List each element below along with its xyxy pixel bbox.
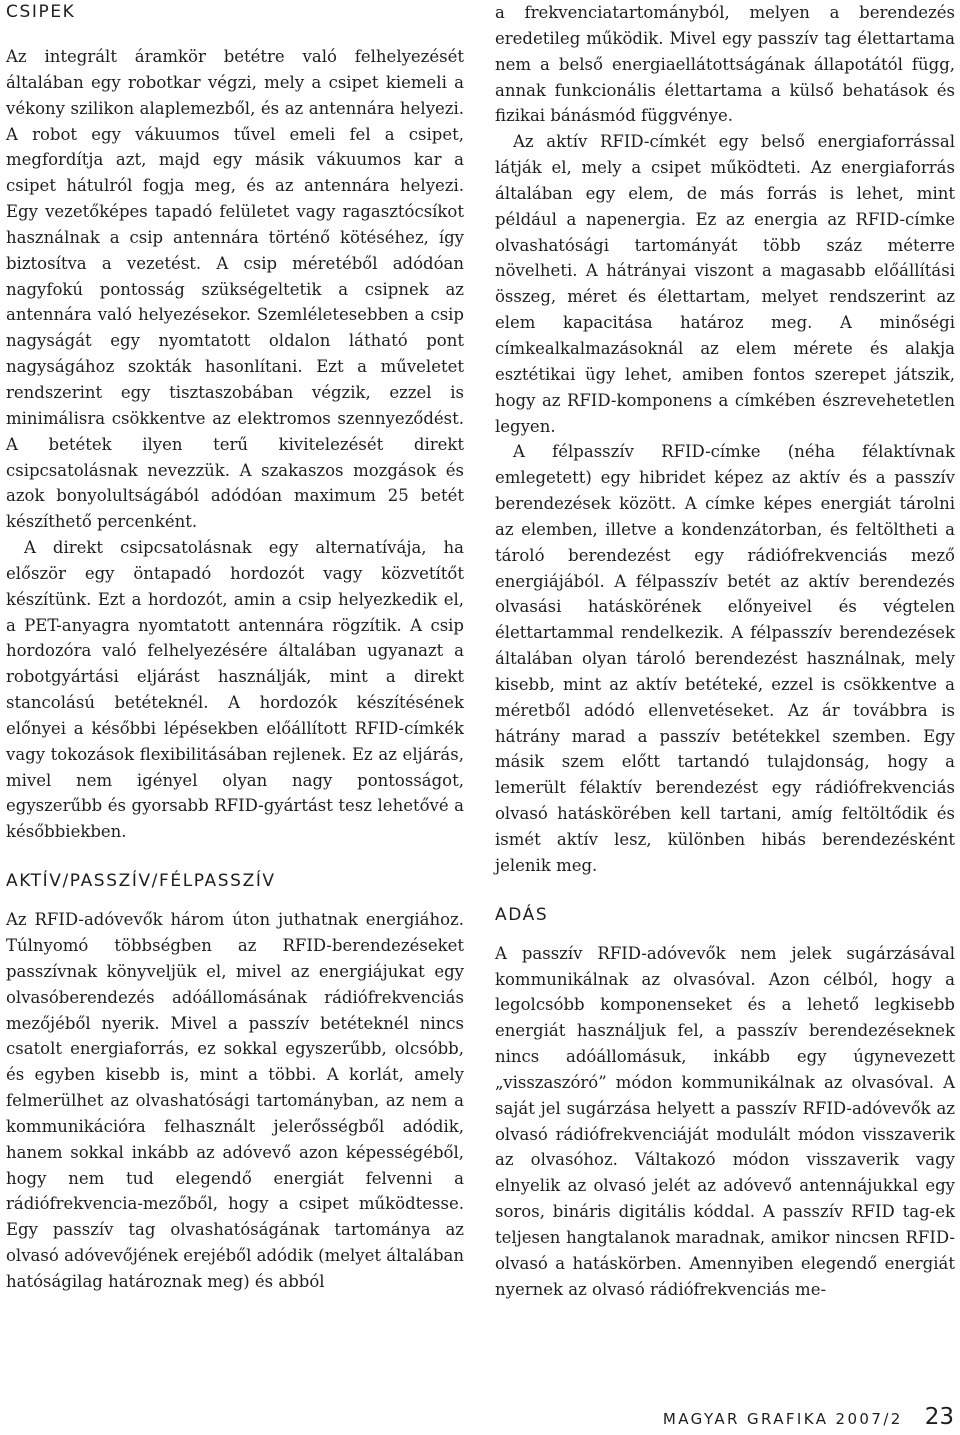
section-heading-csipek: CSIPEK bbox=[6, 2, 76, 22]
right-column bbox=[495, 0, 955, 1303]
section-heading-adas: ADÁS bbox=[495, 904, 549, 925]
paragraph: A passzív RFID-adóvevők nem jelek sugárzásával kommunikálnak az olvasóval. Azon célból, hogy a legolcsóbb komponenseket és a lehető legkisebb energiát használjuk fel, a passzív berendezéseknek nincs adóállomásuk, inkább egy úgynevezett „visszaszóró” módon kommunikálnak az olvasóval. A saját jel sugárzása helyett a passzív RFID-adóvevők az olvasó rádiófrekvenciáját modulált módon visszaverik az olvasóhoz. Váltakozó módon visszaverik vagy elnyelik az olvasó jelét az adóvevő antennájukkal egy soros, bináris digitális kóddal. A passzív RFID tag-ek teljesen hangtalanok maradnak, amikor nincsen RFID-olvasó a hatáskörben. Amennyiben elegendő energiát nyernek az olvasó rádiófrekvenciás me- bbox=[495, 943, 955, 1299]
publication-title: MAGYAR GRAFIKA 2007/2 bbox=[662, 1410, 903, 1428]
page-footer bbox=[663, 1404, 954, 1430]
section-heading-aktiv-passziv: AKTÍV/PASSZÍV/FÉLPASSZÍV bbox=[6, 871, 276, 892]
paragraph: a frekvenciatartományból, melyen a berendezés eredetileg működik. Mivel egy passzív tag élettartama nem a belső energiaellátottságának állapotától függ, annak funkcionális élettartama a külső behatások és fizikai bánásmód függvénye. bbox=[495, 3, 955, 126]
paragraph: Az RFID-adóvevők három úton juthatnak energiához. Túlnyomó többségben az RFID-berendezéseket passzívnak könyveljük el, mivel az energiájukat egy olvasóberendezés adóállomásának rádiófrekvenciás mezőjéből nyerik. Mivel a passzív betéteknél nincs csatolt energiaforrás, ez sokkal egyszerűbb, olcsóbb, és egyben kisebb is, mint a többi. A korlát, amely felmerülhet az olvashatósági tartományban, az nem a kommunikációra felhasznált jelerősségből adódik, hanem sokkal inkább az adóvevő azon képességéből, hogy nem tud elegendő energiát felvenni a rádiófrekvencia-mezőből, hogy a csipet működtesse. Egy passzív tag olvashatóságának tartománya az olvasó adóvevőjének erejéből adódik (melyet általában hatóságilag határoznak meg) és abból bbox=[6, 910, 464, 1291]
page-number: 23 bbox=[924, 1404, 954, 1430]
paragraph: A direkt csipcsatolásnak egy alternatívája, ha először egy öntapadó hordozót vagy közvetítőt készítünk. Ezt a hordozót, amin a csip helyezkedik el, a PET-anyagra nyomtatott antennára rögzítik. A csip hordozóra való felhelyezésére általában ugyanazt a robotgyártási eljárást használják, mint a direkt stancolású betéteknél. A hordozók készítésének előnyei a későbbi lépésekben előállított RFID-címkék vagy tokozások flexibilitásában rejlenek. Ez az eljárás, mivel nem igényel olyan nagy pontosságot, egyszerűbb és gyorsabb RFID-gyártást tesz lehetővé a későbbiekben. bbox=[6, 538, 464, 842]
left-column bbox=[6, 0, 464, 1295]
paragraph: Az integrált áramkör betétre való felhelyezését általában egy robotkar végzi, mely a csipet kiemeli a vékony szilikon alaplemezből, és az antennára helyezi. A robot egy vákuumos tűvel emeli fel a csipet, megfordítja azt, majd egy másik vákuumos kar a csipet hátulról fogja meg, és az antennára helyezi. Egy vezetőképes tapadó felületet vagy ragasztócsíkot használnak a csip antennára történő kötéséhez, így biztosítva a vezetést. A csip méretéből adódóan nagyfokú pontosság szükségeltetik a csipnek az antennára való helyezésekor. Szemléletesebben a csip nagyságát egy nyomtatott oldalon látható pont nagyságához szokták hasonlítani. Ezt a műveletet rendszerint egy tisztaszobában végzik, ezzel is minimálisra csökkentve az elektromos szennyeződést. A betétek ilyen terű kivitelezését direkt csipcsatolásnak nevezzük. A szakaszos mozgások és azok bonyolultságából adódóan maximum 25 betét készíthető percenként. bbox=[6, 47, 464, 532]
paragraph: A félpasszív RFID-címke (néha félaktívnak emlegetett) egy hibridet képez az aktív és a passzív berendezések között. A címke képes energiát tárolni az elemben, illetve a kondenzátorban, és feltöltheti a tároló berendezést egy rádiófrekvenciás mező energiájából. A félpasszív betét az aktív berendezés olvasási hatáskörének előnyeivel és végtelen élettartammal rendelkezik. A félpasszív berendezések általában olyan tároló berendezést használnak, mely kisebb, mint az aktív betéteké, ezzel is csökkentve a méretből adódó ellenvetéseket. Az ár továbbra is hátrány marad a passzív betétekkel szemben. Egy másik szem előtt tartandó tulajdonság, hogy a lemerült félaktív berendezést egy rádiófrekvenciás olvasó hatáskörében kell tartani, amíg feltöltődik és ismét aktív lesz, különben hibás berendezésként jelenik meg. bbox=[495, 442, 955, 875]
paragraph: Az aktív RFID-címkét egy belső energiaforrással látják el, mely a csipet működteti. Az energiaforrás általában egy elem, de más forrás is lehet, mint például a napenergia. Ez az energia az RFID-címke olvashatósági tartományát több száz méterre növelheti. A hátrányai viszont a magasabb előállítási összeg, méret és élettartam, melyet rendszerint az elem kapacitása határoz meg. A minőségi címkealkalmazásoknál az elem mérete és alakja esztétikai ügy lehet, amiben fontos szerepet játszik, hogy az RFID-komponens a címkében észrevehetetlen legyen. bbox=[495, 132, 955, 436]
